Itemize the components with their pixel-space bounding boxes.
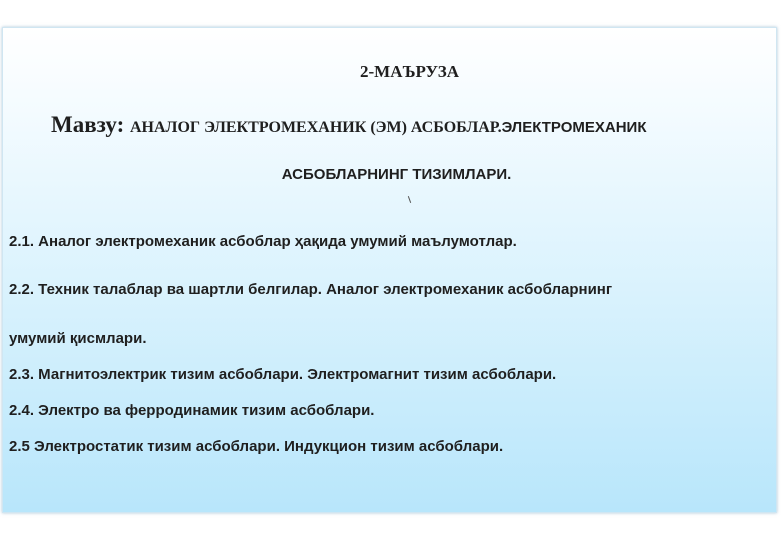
list-item-2-3: 2.3. Магнитоэлектрик тизим асбоблари. Электромагнит тизим асбоблари.: [9, 366, 557, 383]
list-item-2-5: 2.5 Электростатик тизим асбоблари. Индукцион тизим асбоблари.: [9, 438, 504, 455]
list-item-2-4: 2.4. Электро ва ферродинамик тизим асбоблари.: [9, 402, 375, 419]
lecture-number: 2-МАЪРУЗА: [360, 62, 459, 81]
topic-title-part1: АНАЛОГ ЭЛЕКТРОМЕХАНИК (ЭМ) АСБОБЛАР.: [130, 119, 502, 136]
list-item-2-2-cont: умумий қисмлари.: [9, 330, 147, 347]
list-item-2-2: 2.2. Техник талаблар ва шартли белгилар. Аналог электромеханик асбобларнинг: [9, 281, 613, 298]
list-item-2-1: 2.1. Аналог электромеханик асбоблар ҳақида умумий маълумотлар.: [9, 233, 517, 250]
slide: [2, 27, 777, 513]
stray-mark: [408, 196, 411, 203]
topic-title-part2: ЭЛЕКТРОМЕХАНИК: [501, 119, 647, 136]
topic-label: Мавзу:: [51, 112, 130, 137]
topic-heading: [51, 112, 646, 138]
topic-title-line2: АСБОБЛАРНИНГ ТИЗИМЛАРИ.: [281, 166, 512, 183]
